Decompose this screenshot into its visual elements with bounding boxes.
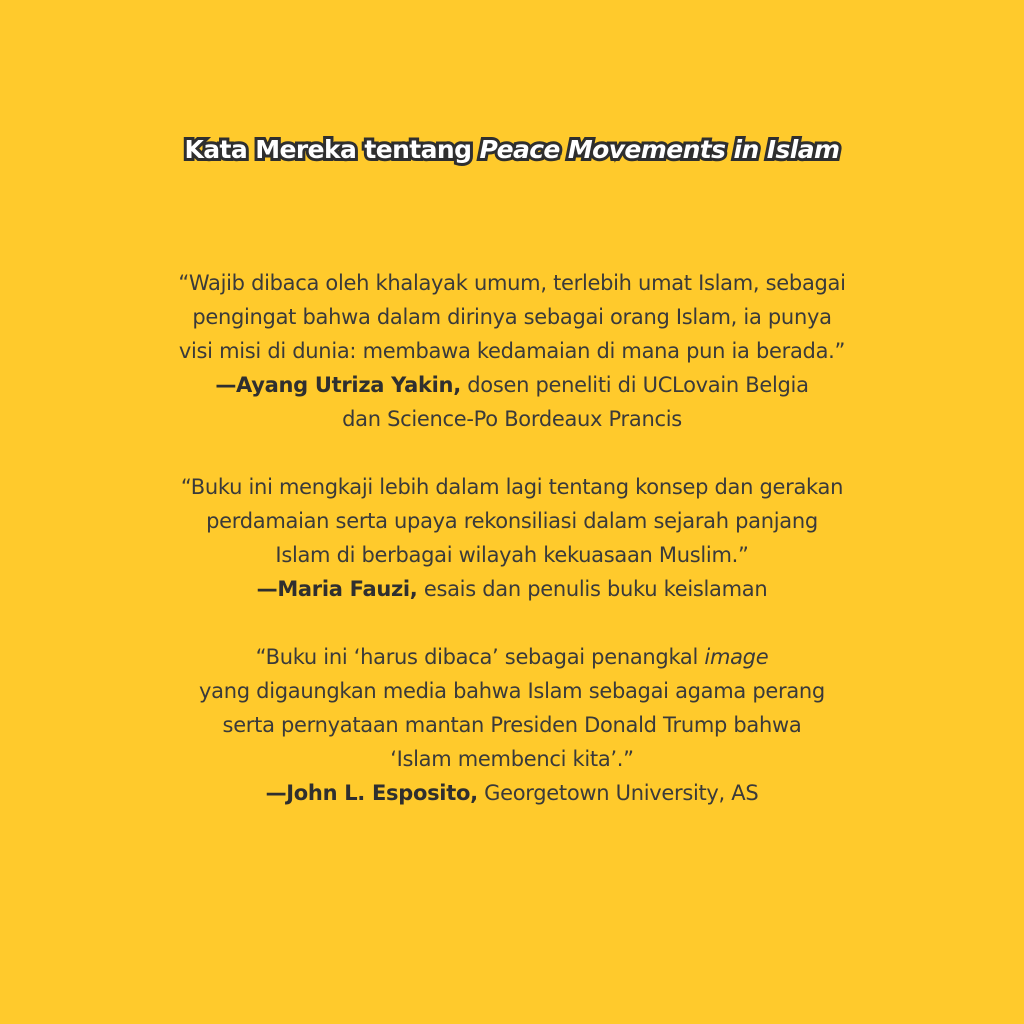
author-name: —John L. Esposito, (265, 781, 478, 805)
attribution (40, 368, 984, 402)
quote-line: serta pernyataan mantan Presiden Donald Trump bahwa (222, 713, 802, 737)
quote-italic-word: image (704, 645, 769, 669)
quote-line: “Buku ini mengkaji lebih dalam lagi tentang konsep dan gerakan (180, 475, 844, 499)
quote-line (40, 640, 984, 674)
testimonial-1 (40, 266, 984, 436)
quote-line: “Wajib dibaca oleh khalayak umum, terlebih umat Islam, sebagai (178, 271, 846, 295)
page-title (0, 132, 1024, 168)
attribution (40, 572, 984, 606)
author-affiliation: esais dan penulis buku keislaman (417, 577, 768, 601)
testimonial-3 (40, 640, 984, 810)
author-affiliation: dosen peneliti di UCLovain Belgia (460, 373, 809, 397)
quote-line: Islam di berbagai wilayah kekuasaan Muslim.” (275, 543, 749, 567)
testimonials (40, 266, 984, 844)
author-affiliation-continued: dan Science-Po Bordeaux Prancis (342, 407, 682, 431)
quote-line: visi misi di dunia: membawa kedamaian di mana pun ia berada.” (178, 339, 846, 363)
quote-line: ‘Islam membenci kita’.” (390, 747, 634, 771)
author-name: —Maria Fauzi, (256, 577, 418, 601)
title-book-name: Peace Movements in Islam (479, 135, 840, 164)
quote-line: yang digaungkan media bahwa Islam sebagai agama perang (199, 679, 825, 703)
attribution (40, 776, 984, 810)
title-prefix: Kata Mereka tentang (184, 135, 480, 164)
quote-line: perdamaian serta upaya rekonsiliasi dalam sejarah panjang (206, 509, 818, 533)
quote-line: pengingat bahwa dalam dirinya sebagai orang Islam, ia punya (192, 305, 832, 329)
author-affiliation: Georgetown University, AS (477, 781, 759, 805)
quote-line-prefix: “Buku ini ‘harus dibaca’ sebagai penangkal (255, 645, 705, 669)
author-name: —Ayang Utriza Yakin, (215, 373, 461, 397)
testimonial-2 (40, 470, 984, 606)
